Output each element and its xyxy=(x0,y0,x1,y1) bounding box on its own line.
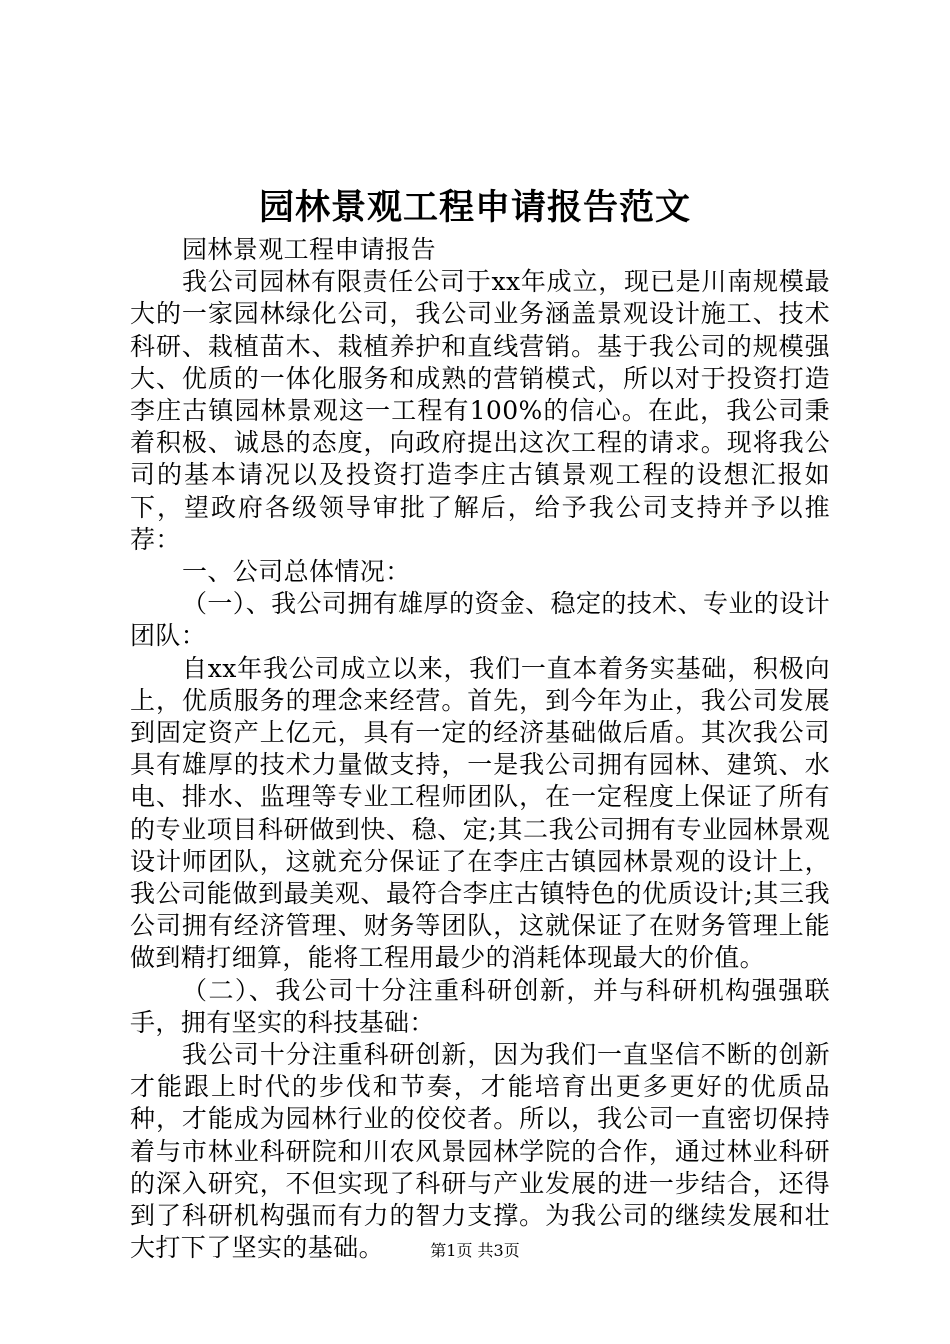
section-heading-company-overview: 一、公司总体情况： xyxy=(182,557,411,587)
paragraph-introduction: 我公司园林有限责任公司于xx年成立，现已是川南规模最大的一家园林绿化公司，我公司业务涵盖景观设计施工、技术科研、栽植苗木、栽植养护和直线营销。基于我公司的规模强大、优质的一体化服务和成熟的营销模式，所以对于投资打造李庄古镇园林景观这一工程有100%的信心。在此，我公司秉着积极、诚恳的态度，向政府提出这次工程的请求。现将我公司的基本请况以及投资打造李庄古镇景观工程的设想汇报如下，望政府各级领导审批了解后，给予我公司支持并予以推荐： xyxy=(130,267,830,554)
paragraph-subsection-2: 我公司十分注重科研创新，因为我们一直坚信不断的创新才能跟上时代的步伐和节奏，才能培育出更多更好的优质品种，才能成为园林行业的佼佼者。所以，我公司一直密切保持着与市林业科研院和川农风景园林学院的合作，通过林业科研的深入研究，不但实现了科研与产业发展的进一步结合，还得到了科研机构强而有力的智力支撑。为我公司的继续发展和壮大打下了坚实的基础。 xyxy=(130,1040,830,1263)
page-number-footer: 第1页 共3页 xyxy=(430,1241,520,1260)
paragraph-subsection-1: 自xx年我公司成立以来，我们一直本着务实基础，积极向上，优质服务的理念来经营。首先，到今年为止，我公司发展到固定资产上亿元，具有一定的经济基础做后盾。其次我公司具有雄厚的技术力量做支持，一是我公司拥有园林、建筑、水电、排水、监理等专业工程师团队，在一定程度上保证了所有的专业项目科研做到快、稳、定;其二我公司拥有专业园林景观设计师团队，这就充分保证了在李庄古镇园林景观的设计上，我公司能做到最美观、最符合李庄古镇特色的优质设计;其三我公司拥有经济管理、财务等团队，这就保证了在财务管理上能做到精打细算，能将工程用最少的消耗体现最大的价值。 xyxy=(130,653,830,973)
document-body xyxy=(130,234,830,1265)
subsection-heading-2: （二）、我公司十分注重科研创新，并与科研机构强强联手，拥有坚实的科技基础： xyxy=(130,975,830,1037)
paragraph-subtitle: 园林景观工程申请报告 xyxy=(182,235,437,264)
document-title: 园林景观工程申请报告范文 xyxy=(258,187,691,228)
subsection-heading-1: （一）、我公司拥有雄厚的资金、稳定的技术、专业的设计团队： xyxy=(130,589,830,651)
